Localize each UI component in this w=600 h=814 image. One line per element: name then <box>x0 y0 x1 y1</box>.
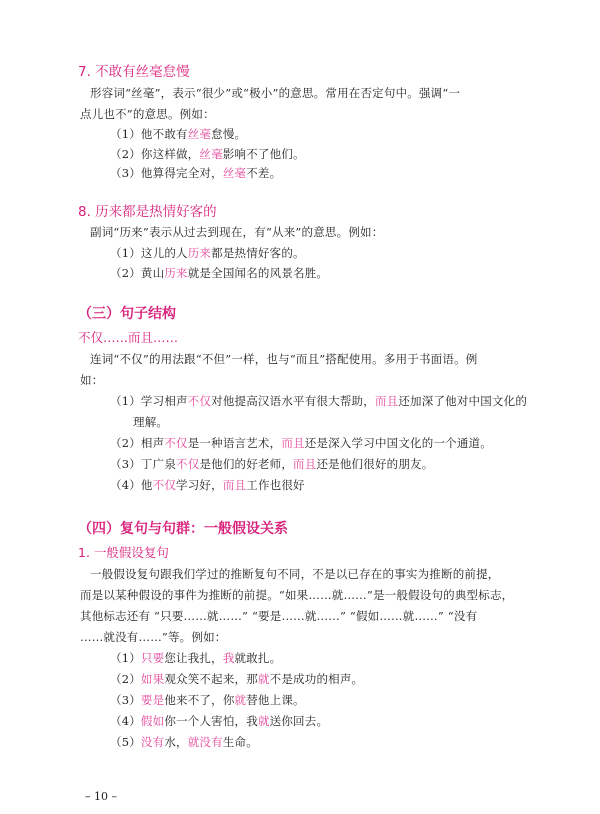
part-3-example-3: （3）丁广泉不仅是他们的好老师，而且还是他们很好的朋友。 <box>110 457 434 471</box>
section-7-title: 7. 不敢有丝毫怠慢 <box>78 64 190 80</box>
section-7-example-3: （3）他算得完全对，丝毫不差。 <box>110 166 282 180</box>
part-3-example-1-continued: 理解。 <box>133 415 169 429</box>
section-8-example-1: （1）这儿的人历来都是热情好客的。 <box>110 246 305 260</box>
section-7-example-1: （1）他不敢有丝毫怠慢。 <box>110 127 247 141</box>
part-3-example-1: （1）学习相声不仅对他提高汉语水平有很大帮助，而且还加深了他对中国文化的 <box>110 394 528 408</box>
part-4-paragraph-line-4: ……就没有……”等。例如： <box>80 630 227 644</box>
part-4-paragraph-line-2: 而是以某种假设的事件为推断的前提。“如果……就……”是一般假设句的典型标志， <box>80 588 514 602</box>
part-4-example-5: （5）没有水，就没有生命。 <box>110 735 258 749</box>
section-8-title: 8. 历来都是热情好客的 <box>78 204 217 220</box>
section-7-paragraph-line-1: 形容词“丝毫”，表示“很少”或“极小”的意思。常用在否定句中。强调“一 <box>90 86 461 100</box>
section-8-paragraph: 副词“历来”表示从过去到现在，有“从来”的意思。例如： <box>90 225 384 239</box>
part-4-example-1: （1）只要您让我扎，我就敢扎。 <box>110 651 282 665</box>
part-3-example-4: （4）他不仅学习好，而且工作也很好 <box>110 478 305 492</box>
page-number: – 10 – <box>85 790 117 803</box>
part-4-paragraph-line-3: 其他标志还有 “只要……就……” “要是……就……” “假如……就……” “没有 <box>80 609 478 623</box>
part-4-example-4: （4）假如你一个人害怕，我就送你回去。 <box>110 714 329 728</box>
section-7-example-2: （2）你这样做，丝毫影响不了他们。 <box>110 147 305 161</box>
part-3-paragraph-line-1: 连词“不仅”的用法跟“不但”一样，也与“而且”搭配使用。多用于书面语。例 <box>90 352 478 366</box>
part-3-paragraph-line-2: 如： <box>80 373 104 387</box>
section-8-example-2: （2）黄山历来就是全国闻名的风景名胜。 <box>110 266 329 280</box>
part-3-heading: （三）句子结构 <box>78 306 176 322</box>
part-3-subheading: 不仅……而且…… <box>78 330 179 345</box>
part-4-heading: （四）复句与句群：一般假设关系 <box>78 521 288 537</box>
part-3-example-2: （2）相声不仅是一种语言艺术，而且还是深入学习中国文化的一个通道。 <box>110 436 492 450</box>
part-4-example-2: （2）如果观众笑不起来，那就不是成功的相声。 <box>110 672 364 686</box>
part-4-paragraph-line-1: 一般假设复句跟我们学过的推断复句不同，不是以已存在的事实为推断的前提， <box>90 567 500 581</box>
part-4-subheading: 1. 一般假设复句 <box>78 545 169 560</box>
part-4-example-3: （3）要是他来不了，你就替他上课。 <box>110 693 305 707</box>
section-7-paragraph-line-2: 点儿也不”的意思。例如： <box>80 107 215 121</box>
